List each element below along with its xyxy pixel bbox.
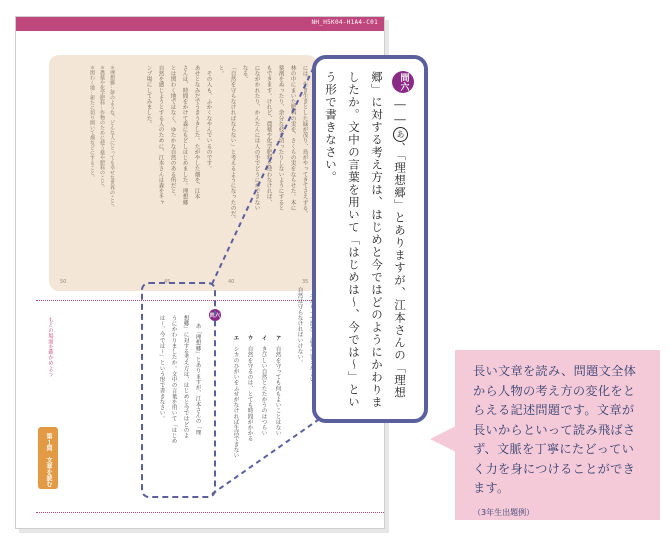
question-badge: 問六 <box>392 71 414 93</box>
line-number: 45 <box>164 279 171 285</box>
choice-text: 自然を守っても何もよいことはない <box>274 346 281 436</box>
connector-line <box>212 420 318 494</box>
line-number: 40 <box>228 279 235 285</box>
page-code: NH_H5K04-H1A4-C01 <box>311 19 378 26</box>
section-label: もとの場面を確かめよう <box>47 317 53 377</box>
zoomed-question-text <box>319 71 414 415</box>
zoomed-question-card <box>312 55 428 423</box>
question-body: 、「理想郷」とありますが、江本さんの「理想郷」に対する考え方は、はじめと今ではどのようにかわりましたか。文中の言葉を用いて「はじめは〜、今では〜」という形で書きなさい。 <box>324 71 407 409</box>
question-line-small: あ「理想郷」とありますが、江本さんの「理 <box>194 323 201 435</box>
line-number: 50 <box>60 279 67 285</box>
passage-line: にながかれたり、かんたんには人の手でどうにかできない <box>253 65 260 211</box>
callout-note: （3年生出題例） <box>473 507 535 517</box>
question-instruction: 自然は守らなければいけない。 <box>296 287 303 366</box>
passage-note: ＊理想郷…夢のような、どんな人にとっても幸せな世界のこと。 <box>109 65 115 210</box>
choice-label: ア <box>274 335 281 341</box>
explanation-callout <box>455 350 660 520</box>
passage-line: さんは、時間をかけて森にもどしはじめました。理想郷 <box>181 65 188 205</box>
passage-line: その人も、ふかくなやんでいるのです。 <box>205 65 212 172</box>
question-dash: ―― <box>393 97 407 127</box>
passage-note: ＊農薬や化学肥料…作物のために使う薬や肥料のこと。 <box>99 65 105 190</box>
passage-line: 林の中にまいた肥料の実を、さくらの実をならせた。木に <box>289 65 296 211</box>
choice-text: 自然を守るのは、とても時間がかかる <box>246 346 253 442</box>
question-line-small: 想郷」に対する考え方は、はじめと今ではどのよ <box>182 315 189 439</box>
passage-line: には、生き生きとした緑が茂り、鳥がやってきてさえずる。 <box>301 65 308 217</box>
line-number: 35 <box>302 279 309 285</box>
passage-line: あせとなみだでうきうきした。たがやした畑を、江本 <box>193 65 200 200</box>
circled-marker: あ <box>393 127 408 142</box>
passage-line: もできます。けれど、農薬や化学肥料を使わなければ、 <box>265 65 272 205</box>
passage-line: 「自然を守らなければならない」と考えるようになったのだ。 <box>229 65 236 222</box>
choice-text: きびしい自然とたたかうのはつらい <box>260 346 267 436</box>
question-line-small: は〜、今では〜」という形で書きなさい。 <box>158 315 165 422</box>
passage-line: とは関わく地ではなく、ゆたかな自然のある所だと。 <box>169 65 176 200</box>
passage-line: 薬剤をぬったり、余分な枝を切ったりしないようにすると <box>277 65 284 211</box>
passage-line: なる。 <box>241 65 248 82</box>
question-line-small: うにかわりましたか。文中の言葉を用いて「はじめ <box>170 315 177 444</box>
choice-label: エ <box>232 335 239 341</box>
choice-label: ウ <box>246 335 253 341</box>
callout-body: 長い文章を読み、問題文全体から人物の考え方の変化をとらえる記述問題です。文章が長いからといって読み飛ばさず、文脈を丁寧にたどっていく力を身につけることができます。 <box>473 364 637 495</box>
passage-line: 自然を感じようとする人のために、江本さんは森をキャ <box>157 65 164 205</box>
callout-pointer <box>430 426 456 452</box>
question-badge-small: 問六 <box>209 309 221 321</box>
connector-line <box>212 58 318 284</box>
passage-line: ンプ場にしてみました。 <box>145 65 152 127</box>
section-tab-label: 第１問 文章を読む <box>45 433 52 487</box>
passage-line: と。 <box>217 65 224 77</box>
choice-text: シカのひがいをふせがなければ生活できない <box>232 346 239 459</box>
passage-note: ＊関わく地…新たに切り開いて畑などにすること。 <box>89 65 95 180</box>
choice-label: イ <box>260 335 267 341</box>
